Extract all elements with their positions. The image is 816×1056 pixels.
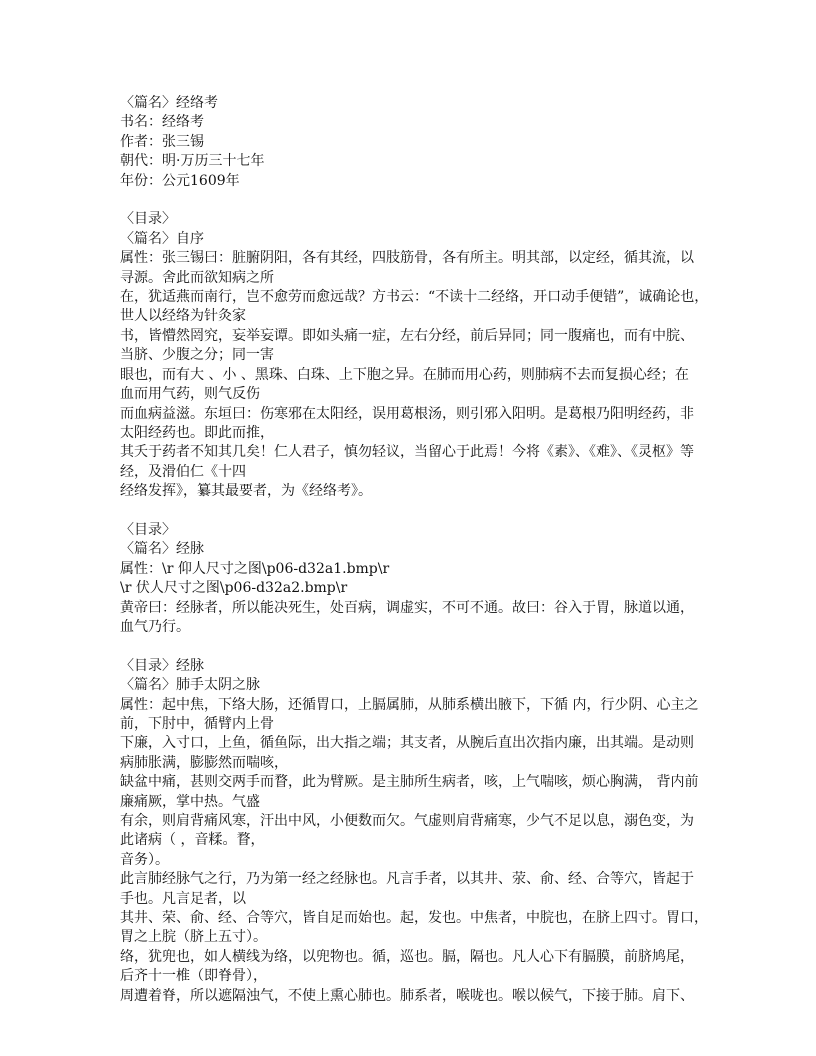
text-line: 黄帝曰：经脉者，所以能决死生，处百病，调虚实，不可不通。故曰：谷入于胃，脉道以通， xyxy=(120,599,694,616)
text-line: 〈篇名〉经脉 xyxy=(120,541,204,558)
text-line: 此言肺经脉气之行，乃为第一经之经脉也。凡言手者，以其井、荥、俞、经、合等穴，皆起于 xyxy=(120,871,694,888)
text-line: 而血病益滋。东垣曰：伤寒邪在太阳经，误用葛根汤，则引邪入阳明。是葛根乃阳明经药，非 xyxy=(120,405,694,422)
text-line: 属性：张三锡曰：脏腑阴阳，各有其经，四肢筋骨，各有所主。明其部，以定经，循其流，以 xyxy=(120,250,694,267)
text-line: 眼也，而有大 、小 、黑珠、白珠、上下胞之异。在肺而用心药，则肺病不去而复损心经；在 xyxy=(120,366,689,383)
text-line: 音务）。 xyxy=(120,851,169,868)
text-line: 属性：起中焦，下络大肠，还循胃口，上膈属肺，从肺系横出腋下，下循 内，行少阴、心主之 xyxy=(120,696,699,713)
text-line: 属性：\r 仰人尺寸之图\p06-d32a1.bmp\r xyxy=(120,560,390,577)
text-line: 世人以经络为针灸家 xyxy=(120,308,246,325)
text-line: 其夭于药者不知其几矣！仁人君子，慎勿轻议，当留心于此焉！今将《素》、《难》、《灵枢》等 xyxy=(120,444,694,461)
text-line: 后齐十一椎（即脊骨）， xyxy=(120,968,267,985)
document-body xyxy=(120,94,720,1006)
text-line: 朝代：明·万历三十七年 xyxy=(120,153,265,170)
text-line: 络，犹兜也，如人横线为络，以兜物也。循，巡也。膈，隔也。凡人心下有膈膜，前脐鸠尾， xyxy=(120,948,694,965)
text-line: 〈篇名〉自序 xyxy=(120,230,204,247)
text-line: \r 伏人尺寸之图\p06-d32a2.bmp\r xyxy=(120,580,348,597)
text-line: 在，犹适燕而南行，岂不愈劳而愈远哉？方书云：“不读十二经络，开口动手便错”，诚确论也， xyxy=(120,289,709,306)
text-line: 经，及滑伯仁《十四 xyxy=(120,463,246,480)
text-line: 血而用气药，则气反伤 xyxy=(120,386,260,403)
text-line: 〈目录〉 xyxy=(120,521,176,538)
text-line: 书，皆懵然罔究，妄举妄谭。即如头痛一症，左右分经，前后异同；同一腹痛也，而有中脘、 xyxy=(120,327,694,344)
text-line: 当脐、少腹之分；同一害 xyxy=(120,347,274,364)
text-line: 缺盆中痛，甚则交两手而瞀，此为臂厥。是主肺所生病者，咳，上气喘咳，烦心胸满， 背内前 xyxy=(120,774,699,791)
text-line: 下廉，入寸口，上鱼，循鱼际，出大指之端；其支者，从腕后直出次指内廉，出其端。是动则 xyxy=(120,735,694,752)
text-line: 周遭着脊，所以遮隔浊气，不使上熏心肺也。肺系者，喉咙也。喉以候气，下接于肺。肩下、 xyxy=(120,987,694,1004)
text-line: 年份：公元1609年 xyxy=(120,172,240,189)
text-line: 书名：经络考 xyxy=(120,114,204,131)
text-line: 手也。凡言足者，以 xyxy=(120,890,246,907)
text-line: 〈目录〉 xyxy=(120,211,176,228)
text-line: 廉痛厥，掌中热。气盛 xyxy=(120,793,260,810)
text-line: 有余，则肩背痛风寒，汗出中风，小便数而欠。气虚则肩背痛寒，少气不足以息，溺色变，为 xyxy=(120,813,694,830)
blank-line xyxy=(120,637,720,656)
text-line: 〈目录〉经脉 xyxy=(120,657,204,674)
text-line: 前，下肘中，循臂内上骨 xyxy=(120,716,274,732)
text-line: 此诸病（ ，音糅。瞀， xyxy=(120,832,265,849)
text-line: 作者：张三锡 xyxy=(120,133,204,150)
text-line: 〈篇名〉肺手太阴之脉 xyxy=(120,677,260,694)
text-line: 〈篇名〉经络考 xyxy=(120,95,218,111)
text-line: 经络发挥》，纂其最要者，为《经络考》。 xyxy=(120,483,372,500)
text-line: 太阳经药也。即此而推， xyxy=(120,424,274,441)
blank-line xyxy=(120,191,720,210)
text-line: 其井、荣、俞、经、合等穴，皆自足而始也。起，发也。中焦者，中脘也，在脐上四寸。胃口， xyxy=(120,910,708,927)
text-line: 病肺胀满，膨膨然而喘咳， xyxy=(120,754,288,771)
text-line: 寻源。舍此而欲知病之所 xyxy=(120,269,274,286)
blank-line xyxy=(120,502,720,521)
text-line: 血气乃行。 xyxy=(120,618,190,635)
text-line: 胃之上脘（脐上五寸）。 xyxy=(120,929,267,946)
